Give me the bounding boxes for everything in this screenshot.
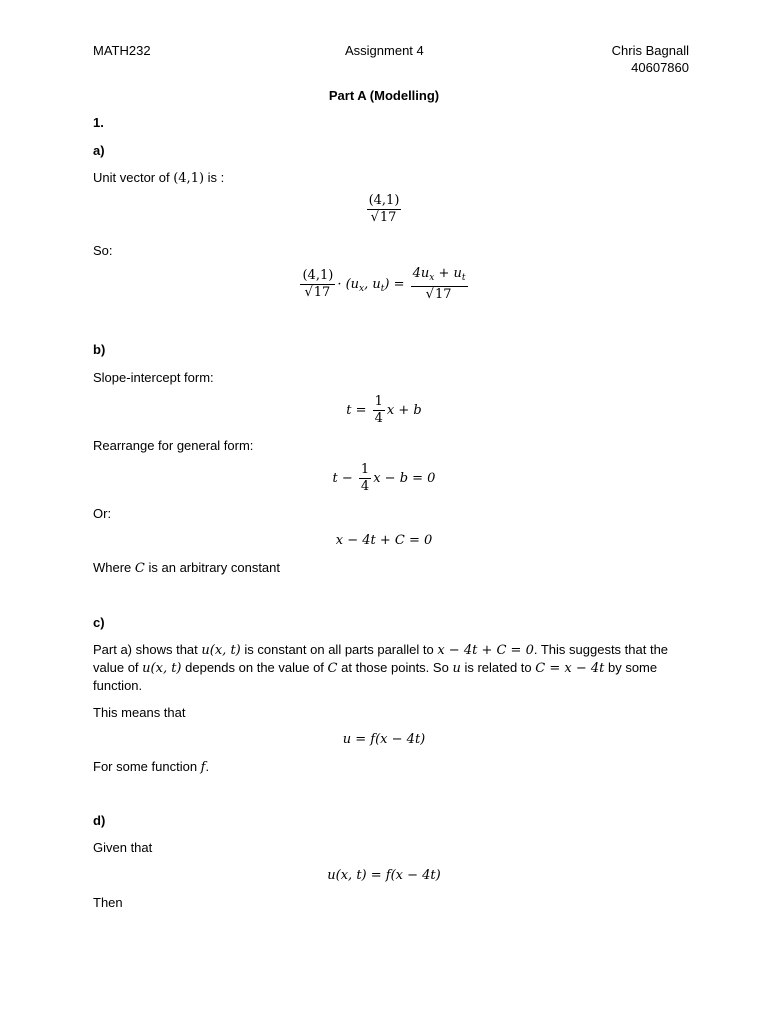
means-text: This means that (93, 705, 186, 720)
slope-intercept-text: Slope-intercept form: (93, 370, 214, 385)
part-b-label: b) (93, 342, 106, 357)
given-text: Given that (93, 840, 153, 855)
rearrange-text: Rearrange for general form: (93, 438, 254, 453)
unit-vector-equation: $\frac{(4,1)}{√17}$ (368, 193, 400, 225)
eq-rhs-denominator: 17 (434, 287, 452, 302)
line-equation: x − 4t + C = 0 (335, 533, 433, 548)
so-text: So: (93, 243, 113, 258)
assignment-title: Assignment 4 (345, 43, 424, 58)
eq-lhs-numerator: (4,1) (302, 268, 334, 283)
eq-lhs-denominator: 17 (313, 285, 331, 300)
part-c-label: c) (93, 615, 105, 630)
unit-vector-intro: Unit vector of (93, 170, 170, 185)
part-c-line1: Part a) shows that u(x, t) is constant on all parts parallel to x − 4t + C = 0. This suggests that the (93, 642, 669, 658)
directional-derivative-equation: $\frac{(4,1)}{√17}$ · ($u_x$, $u_t$) = $\frac{4u_x + u_t}{√17}$ (302, 266, 466, 302)
some-function-text: For some function f. (93, 759, 210, 775)
solution-form-equation: u = f(x − 4t) (342, 732, 426, 747)
eq-rhs-numerator: $4u_x + u_t$ (411, 266, 468, 287)
part-c-line2: value of u(x, t) depends on the value of C at those points. So u is related to C = x − 4t by some (93, 660, 658, 676)
author-name: Chris Bagnall (611, 43, 689, 58)
eq-middle: · ($u_x$, $u_t$) = (337, 277, 405, 294)
student-id: 40607860 (631, 60, 689, 75)
then-text: Then (93, 895, 123, 910)
part-c-line3: function. (93, 678, 143, 693)
question-number: 1. (93, 115, 104, 130)
given-equation: u(x, t) = f(x − 4t) (327, 868, 441, 883)
unit-vector-denominator: 17 (379, 210, 397, 225)
part-a-label: a) (93, 143, 105, 158)
general-form-equation: t − $\frac{1}{4}$ x − b = 0 (332, 462, 436, 494)
unit-vector-suffix: is : (207, 170, 225, 185)
slope-intercept-equation: t = $\frac{1}{4}$ x + b (346, 394, 422, 426)
unit-vector-text (93, 170, 224, 187)
or-text: Or: (93, 506, 112, 521)
where-text: Where C is an arbitrary constant (93, 560, 281, 576)
unit-vector-numerator: (4,1) (368, 193, 400, 208)
part-title: Part A (Modelling) (328, 88, 440, 103)
unit-vector-vec: (4,1) (173, 171, 205, 186)
course-code: MATH232 (93, 43, 151, 58)
part-d-label: d) (93, 813, 106, 828)
